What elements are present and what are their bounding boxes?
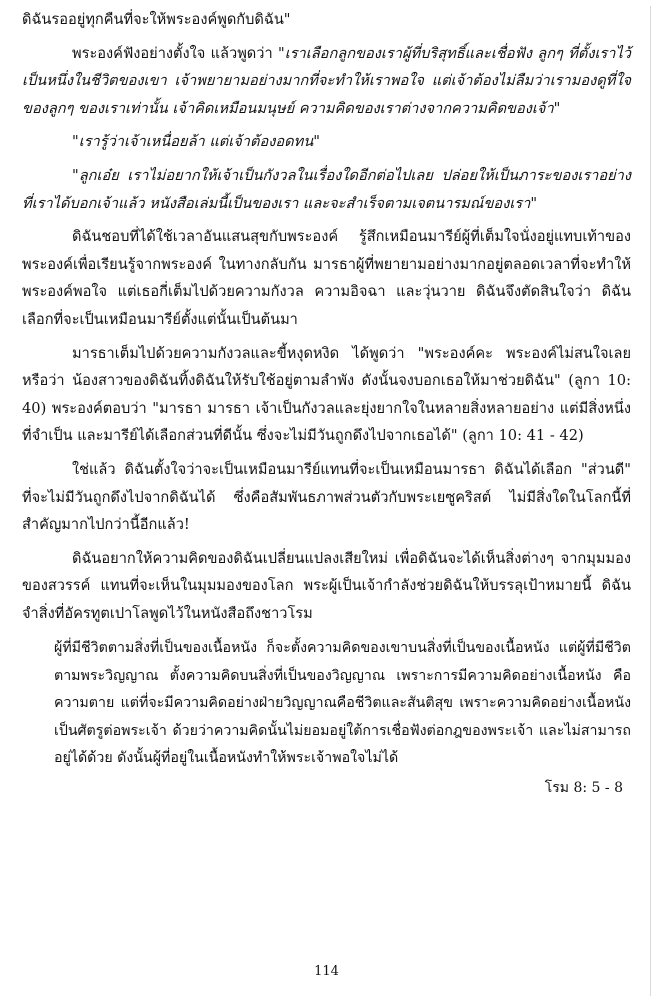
paragraph-6: มารธาเต็มไปด้วยความกังวลและขี้หงุดหงิด ได้พูดว่า "พระองค์คะ พระองค์ไม่สนใจเลยหรือว่า น้องสาวของดิฉันทิ้งดิฉันให้รับใช้อยู่ตามลำพัง ดังนั้นจงบอกเธอให้มาช่วยดิฉัน" (ลูกา 10: 40) พระองค์ตอบว่า "มารธา มารธา เจ้าเป็นกังวลและยุ่งยากใจในหลายสิ่งหลายอย่าง แต่มีสิ่งหนึ่งที่จำเป็น และมารีย์ได้เลือกส่วนที่ดีนั้น ซึ่งจะไม่มีวันถูกดึงไปจากเธอได้" (ลูกา 10: 41 - 42) bbox=[22, 344, 631, 445]
paragraph-4: "ลูกเอ๋ย เราไม่อยากให้เจ้าเป็นกังวลในเรื่องใดอีกต่อไปเลย ปล่อยให้เป็นภาระของเราอย่างที่เราได้บอกเจ้าแล้ว หนังสือเล่มนี้เป็นของเรา และจะสำเร็จตามเจตนารมณ์ของเรา" bbox=[22, 166, 631, 212]
paragraph-2 bbox=[22, 40, 631, 123]
paragraph-5: ดิฉันชอบที่ได้ใช้เวลาอันแสนสุขกับพระองค์ รู้สึกเหมือนมารีย์ผู้ที่เต็มใจนั่งอยู่แทบเท้าของพระองค์เพื่อเรียนรู้จากพระองค์ ในทางกลับกัน มารธาผู้ที่พยายามอย่างมากอยู่ตลอดเวลาที่จะทำให้พระองค์พอใจ แต่เธอกี่เต็มไปด้วยความกังวล ความอิจฉา และวุ่นวาย ดิฉันจึงตัดสินใจว่า ดิฉันเลือกที่จะเป็นเหมือนมารีย์ตั้งแต่นั้นเป็นต้นมา bbox=[22, 228, 631, 328]
paragraph-3: "เรารู้ว่าเจ้าเหนื่อยล้า แต่เจ้าต้องอดทน" bbox=[72, 133, 320, 151]
paragraph-8: ดิฉันอยากให้ความคิดของดิฉันเปลี่ยนแปลงเสียใหม่ เพื่อดิฉันจะได้เห็นสิ่งต่างๆ จากมุมมองของสวรรค์ แทนที่จะเห็นในมุมมองของโลก พระผู้เป็นเจ้ากำลังช่วยดิฉันให้บรรลุเป้าหมายนี้ ดิฉันจำสิ่งที่อัครทูตเปาโลพูดไว้ในหนังสือถึงชาวโรม bbox=[22, 549, 631, 622]
paragraph-2-intro: พระองค์ฟังอย่างตั้งใจ แล้วพูดว่า bbox=[72, 44, 279, 62]
scan-edge-line bbox=[650, 6, 651, 996]
page-number: 114 bbox=[314, 964, 339, 979]
paragraph-2-quote: "เราเลือกลูกของเราผู้ที่บริสุทธิ์และเชื่อฟัง ลูกๆ ที่ตั้งเราไว้เป็นหนึ่งในชีวิตของเขา เจ้าพยายามอย่างมากที่จะทำให้เราพอใจ แต่เจ้าต้องไม่ลืมว่าเรามองดูที่ใจของลูกๆ ของเราเท่านั้น เจ้าคิดเหมือนมนุษย์ ความคิดของเราต่างจากความคิดของเจ้า" bbox=[22, 44, 632, 117]
scripture-reference: โรม 8: 5 - 8 bbox=[544, 779, 623, 796]
paragraph-1: ดิฉันรออยู่ทุกคืนที่จะให้พระองค์พูดกับดิฉัน" bbox=[22, 11, 291, 28]
paragraph-7: ใช่แล้ว ดิฉันตั้งใจว่าจะเป็นเหมือนมารีย์แทนที่จะเป็นเหมือนมารธา ดิฉันได้เลือก "ส่วนดี" ที่จะไม่มีวันถูกดึงไปจากดิฉันได้ ซึ่งคือสัมพันธภาพส่วนตัวกับพระเยซูคริสต์ ไม่มีสิ่งใดในโลกนี้ที่สำคัญมากไปกว่านี้อีกแล้ว! bbox=[22, 460, 631, 534]
scripture-quote: ผู้ที่มีชีวิตตามสิ่งที่เป็นของเนื้อหนัง ก็จะตั้งความคิดของเขาบนสิ่งที่เป็นของเนื้อหนัง แต่ผู้ที่มีชีวิตตามพระวิญญาณ ตั้งความคิดบนสิ่งที่เป็นของวิญญาณ เพราะการมีความคิดอย่างเนื้อหนัง คือความตาย แต่ที่จะมีความคิดอย่างฝ่ายวิญญาณคือชีวิตและสันติสุข เพราะความคิดอย่างเนื้อหนังเป็นศัตรูต่อพระเจ้า ด้วยว่าความคิดนั้นไม่ยอมอยู่ใต้การเชื่อฟังต่อกฎของพระเจ้า และไม่สามารถอยู่ได้ด้วย ดังนั้นผู้ที่อยู่ในเนื้อหนังทำให้พระเจ้าพอใจไม่ได้ bbox=[54, 640, 631, 767]
